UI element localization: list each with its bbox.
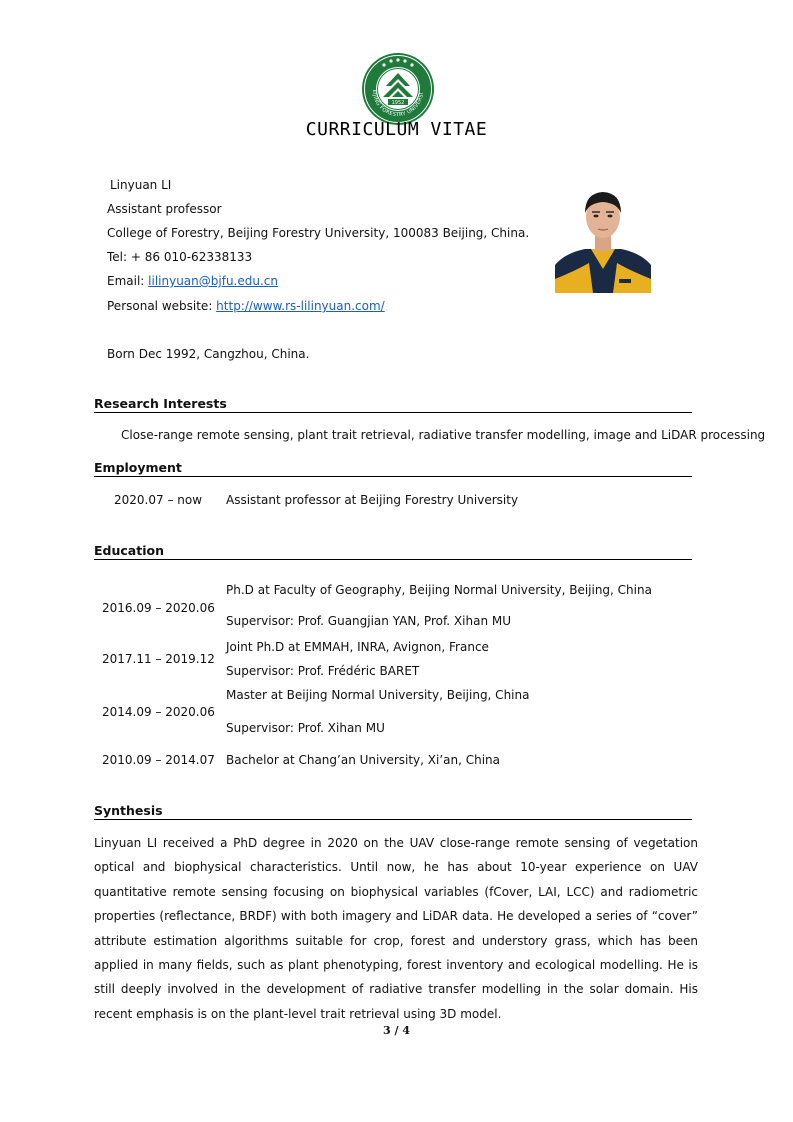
education-item-period: 2014.09 – 2020.06 <box>102 705 215 719</box>
person-name: Linyuan LI <box>110 178 172 192</box>
synthesis-heading: Synthesis <box>94 803 692 820</box>
education-item-line1: Ph.D at Faculty of Geography, Beijing Normal University, Beijing, China <box>226 583 652 597</box>
employment-desc: Assistant professor at Beijing Forestry University <box>226 493 519 507</box>
research-interests-text: Close-range remote sensing, plant trait retrieval, radiative transfer modelling, image and LiDAR processing <box>121 428 766 442</box>
education-item-line1: Master at Beijing Normal University, Beijing, China <box>226 688 530 702</box>
website-label: Personal website: <box>107 299 217 313</box>
page-number: 3 / 4 <box>383 1024 410 1037</box>
page-title: CURRICULUM VITAE <box>305 119 488 140</box>
education-item-period: 2010.09 – 2014.07 <box>102 753 215 767</box>
email-link[interactable]: lilinyuan@bjfu.edu.cn <box>148 274 278 288</box>
education-item-line1: Bachelor at Chang’an University, Xi’an, China <box>226 753 501 767</box>
person-position: Assistant professor <box>107 202 222 216</box>
person-tel: Tel: + 86 010-62338133 <box>107 250 253 264</box>
synthesis-text: Linyuan LI received a PhD degree in 2020 on the UAV close-range remote sensing of vegetation optical and biophysical characteristics. Until now, he has about 10-year experience on UAV quantitative remote sensing focusing on biophysical variables (fCover, LAI, LCC) and radiometric properties (reflectance, BRDF) with both imagery and LiDAR data. He developed a series of “cover” attribute estimation algorithms suitable for crop, forest and understory grass, which has been applied in many fields, such as plant phenotyping, forest inventory and ecological modelling. He is still deeply involved in the development of radiative transfer modelling in the solar domain. His recent emphasis is on the plant-level trait retrieval using 3D model. <box>94 836 698 1021</box>
education-item-line1: Joint Ph.D at EMMAH, INRA, Avignon, France <box>226 640 489 654</box>
university-emblem-logo <box>360 51 436 127</box>
education-item-period: 2017.11 – 2019.12 <box>102 652 215 666</box>
emblem-arc-text: EIJING FORESTRY UNIVERSI <box>370 89 425 119</box>
education-heading: Education <box>94 543 692 560</box>
education-item-line2: Supervisor: Prof. Xihan MU <box>226 721 385 735</box>
email-line <box>107 274 278 288</box>
education-item-line2: Supervisor: Prof. Guangjian YAN, Prof. Xihan MU <box>226 614 512 628</box>
email-label: Email: <box>107 274 149 288</box>
emblem-year: 1952 <box>391 100 405 106</box>
employment-heading: Employment <box>94 460 692 477</box>
research-interests-heading: Research Interests <box>94 396 692 413</box>
education-item-period: 2016.09 – 2020.06 <box>102 601 215 615</box>
person-born: Born Dec 1992, Cangzhou, China. <box>107 347 310 361</box>
person-affiliation: College of Forestry, Beijing Forestry University, 100083 Beijing, China. <box>107 226 530 240</box>
employment-period: 2020.07 – now <box>114 493 203 507</box>
website-link[interactable]: http://www.rs-lilinyuan.com/ <box>216 299 385 313</box>
education-item-line2: Supervisor: Prof. Frédéric BARET <box>226 664 420 678</box>
website-line <box>107 299 385 313</box>
portrait-photo <box>555 183 651 293</box>
